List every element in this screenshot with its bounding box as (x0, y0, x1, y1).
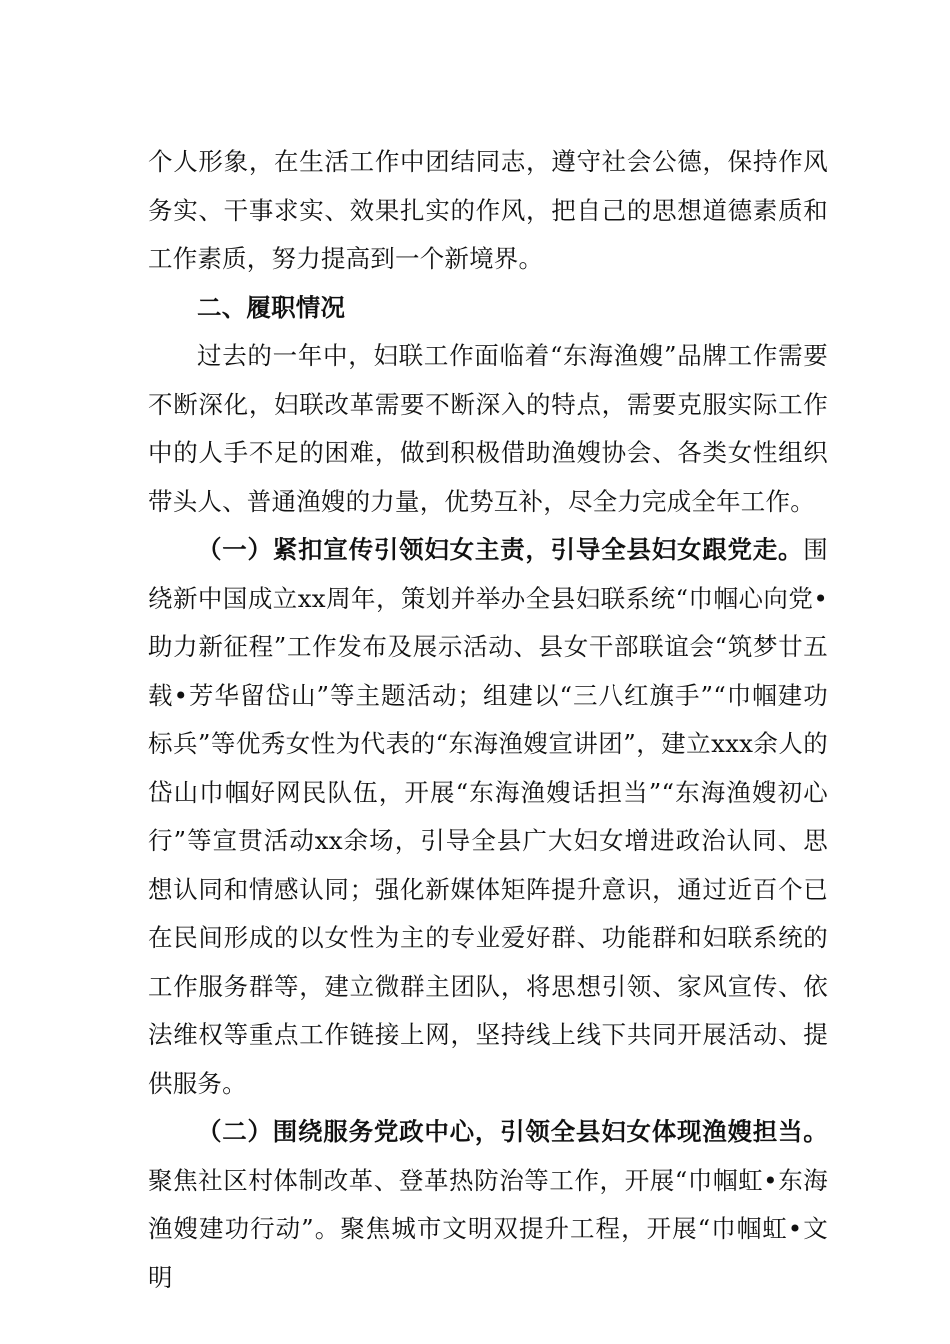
continued-paragraph: 个人形象，在生活工作中团结同志，遵守社会公德，保持作风务实、干事求实、效果扎实的作风，把自己的思想道德素质和工作素质，努力提高到一个新境界。 (148, 147, 828, 273)
document-body (148, 138, 828, 1302)
item-2-title: （二）围绕服务党政中心，引领全县妇女体现渔嫂担当。 (197, 1117, 828, 1146)
item-1-body: 围绕新中国成立xx周年，策划并举办全县妇联系统“巾帼心向党•助力新征程”工作发布及展示活动、县女干部联谊会“筑梦廿五载•芳华留岱山”等主题活动；组建以“三八红旗手”“巾帼建功标兵”等优秀女性为代表的“东海渔嫂宣讲团”，建立xxx余人的岱山巾帼好网民队伍，开展“东海渔嫂话担当”“东海渔嫂初心行”等宣贯活动xx余场，引导全县广大妇女增进政治认同、思想认同和情感认同；强化新媒体矩阵提升意识，通过近百个已在民间形成的以女性为主的专业爱好群、功能群和妇联系统的工作服务群等，建立微群主团队，将思想引领、家风宣传、依法维权等重点工作链接上网，坚持线上线下共同开展活动、提供服务。 (148, 535, 828, 1098)
item-1-paragraph (148, 526, 828, 1108)
item-1-title: （一）紧扣宣传引领妇女主责，引导全县妇女跟党走。 (197, 535, 804, 564)
section-heading: 二、履职情况 (197, 292, 346, 322)
item-2-paragraph (148, 1108, 828, 1302)
item-2-body: 聚焦社区村体制改革、登革热防治等工作，开展“巾帼虹•东海渔嫂建功行动”。聚焦城市文明双提升工程，开展“巾帼虹•文明 (148, 1165, 828, 1292)
intro-paragraph: 过去的一年中，妇联工作面临着“东海渔嫂”品牌工作需要不断深化，妇联改革需要不断深入的特点，需要克服实际工作中的人手不足的困难，做到积极借助渔嫂协会、各类女性组织带头人、普通渔嫂的力量，优势互补，尽全力完成全年工作。 (148, 341, 828, 516)
